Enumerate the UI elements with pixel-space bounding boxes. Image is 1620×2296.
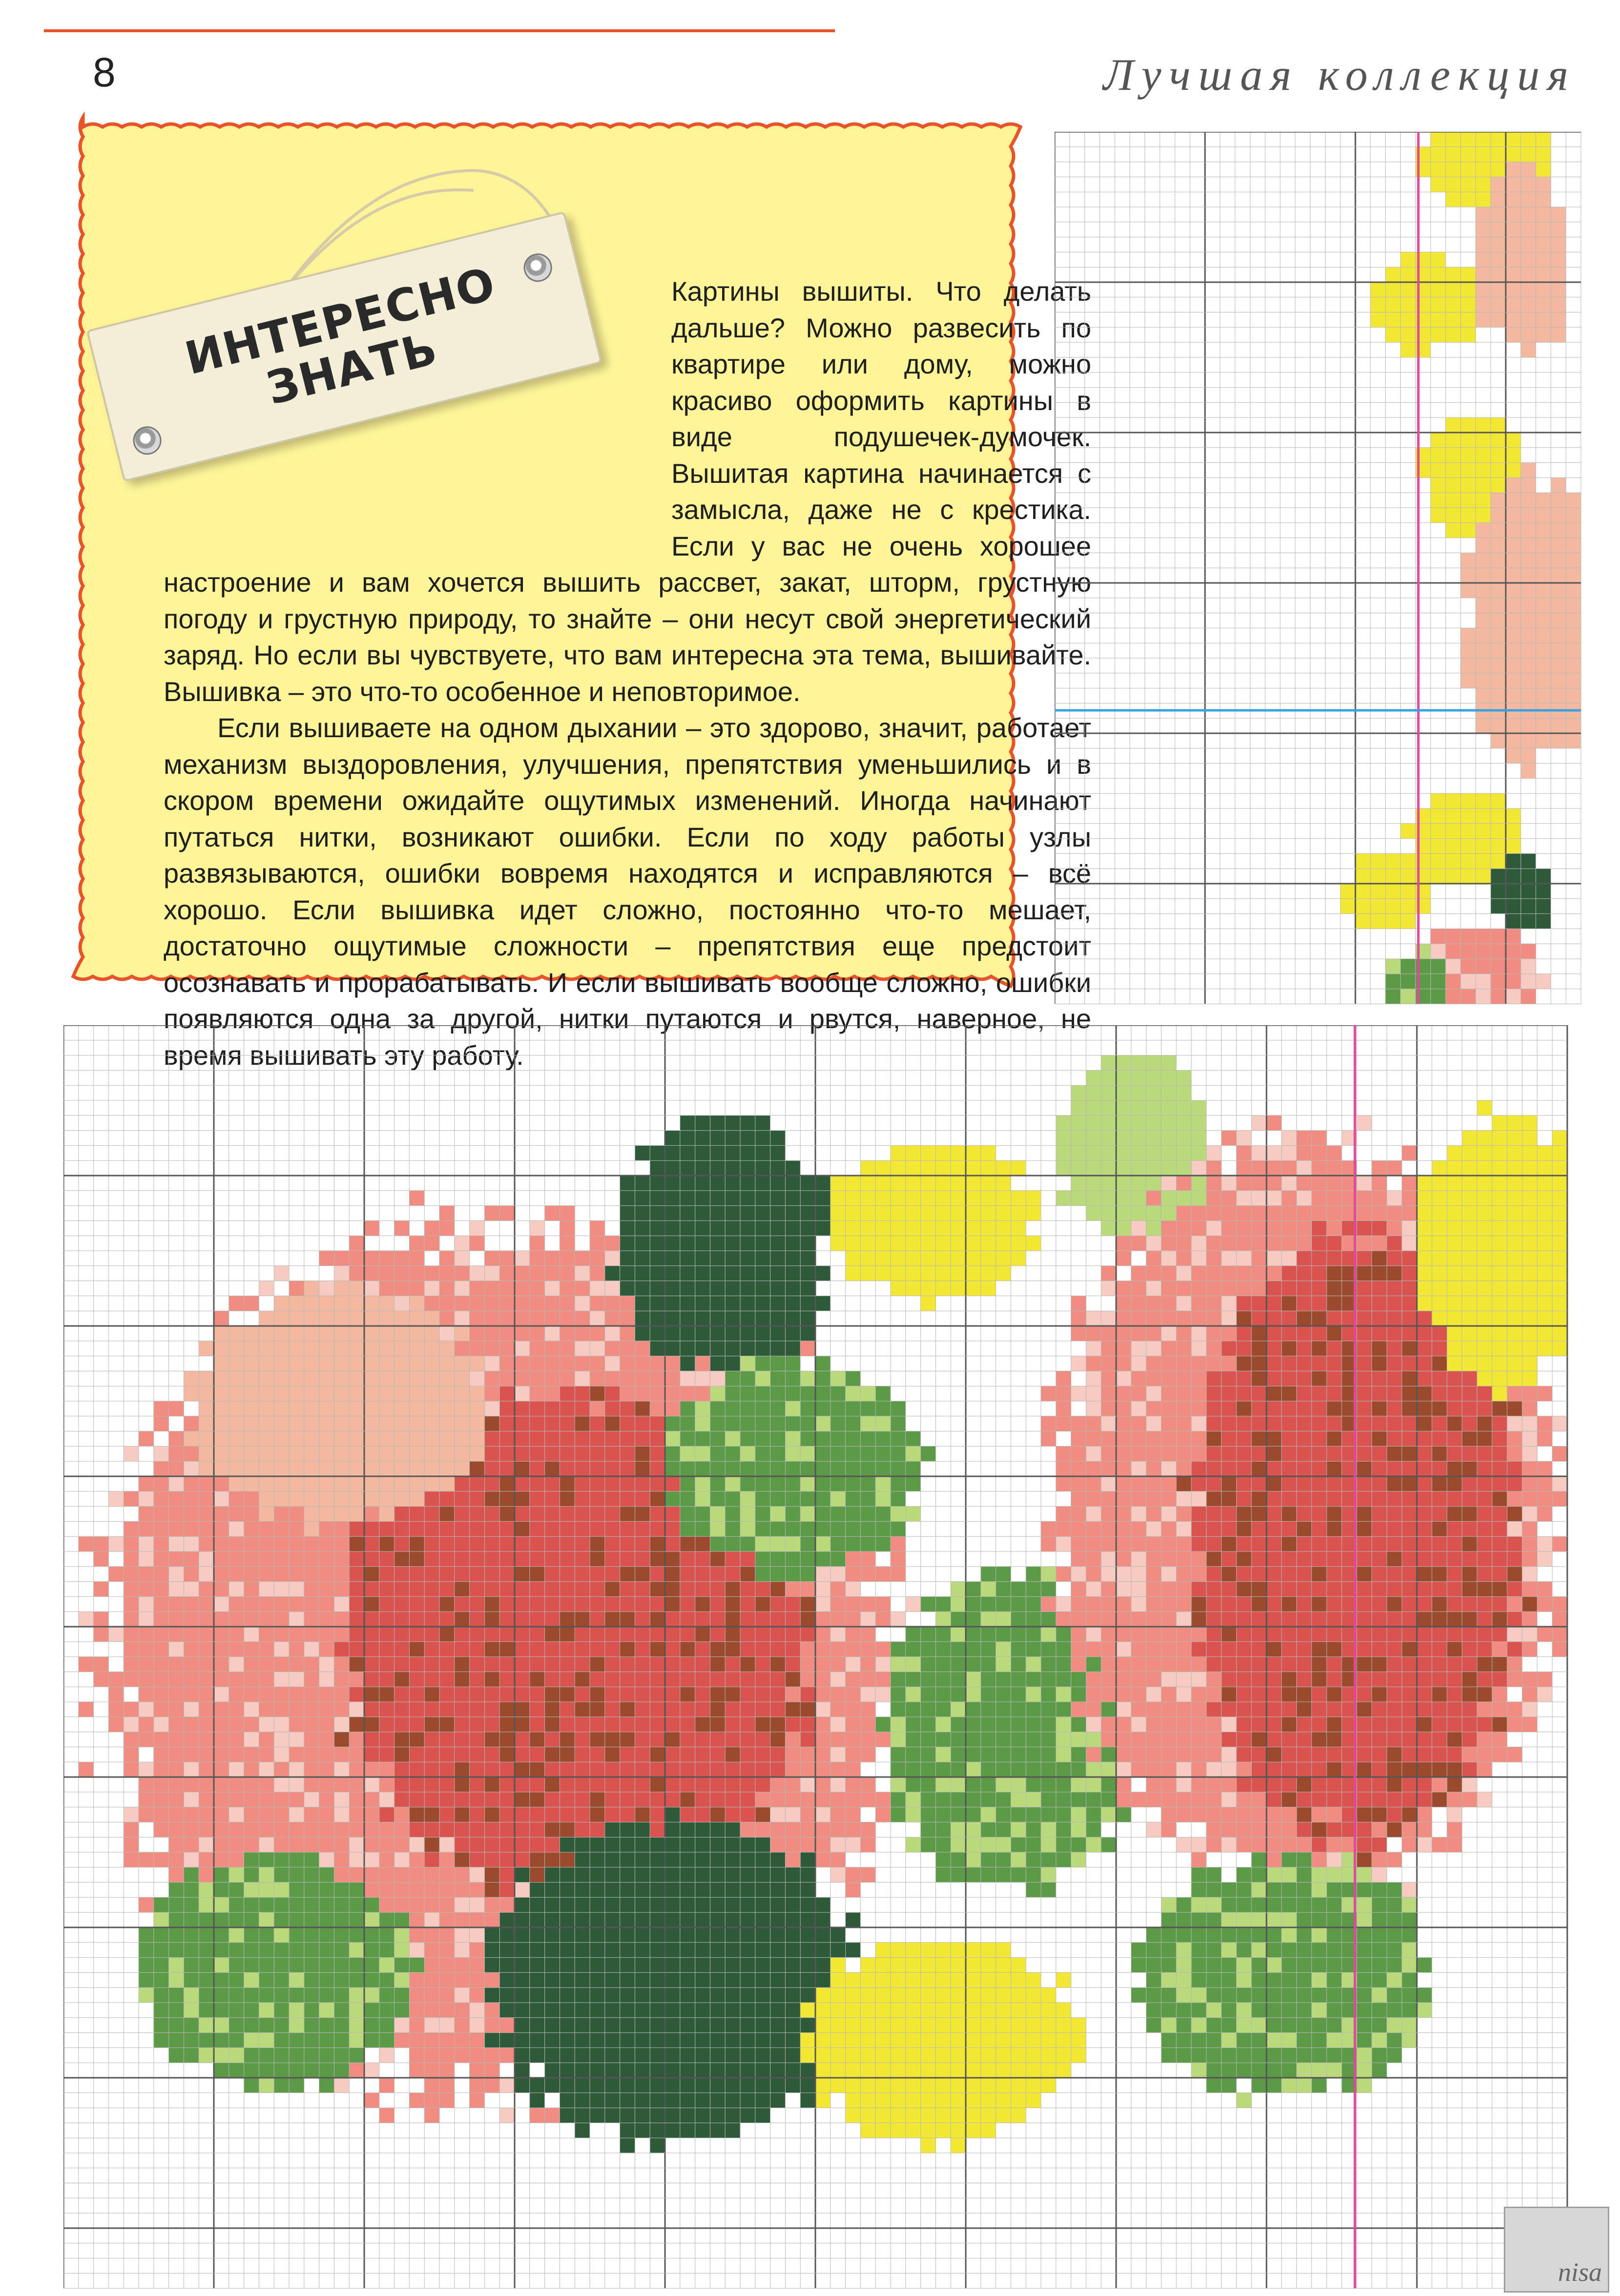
cross-stitch-chart-top (1055, 132, 1582, 1011)
text-wrap-spacer (164, 273, 671, 561)
stamp-text: nisa (1558, 2257, 1602, 2287)
watermark-stamp (1504, 2207, 1609, 2293)
info-paragraph-1: Картины вышиты. Что делать дальше? Можно развесить по квартире или дому, можно красиво оформить картины в виде подушечек-думочек. Вышитая картина начинается с замысла, даже не с крестика. Если у вас не очень хорошее настроение и вам хочется вышить рассвет, закат, шторм, грустную погоду и грустную природу, то знайте – они несут свой энергетический заряд. Но если вы чувствуете, что вам интересна эта тема, вышивайте. Вышивка – это что-то особенное и неповторимое. (164, 273, 1091, 710)
chart-grid (63, 1025, 1567, 2288)
page-number: 8 (93, 49, 116, 95)
top-rule (44, 29, 835, 32)
info-paragraph-2: Если вышиваете на одном дыхании – это здорово, значит, работает механизм выздоровления, улучшения, препятствия уменьшились и в скором времени ожидайте ощутимых изменений. Иногда начинают путаться нитки, возникают ошибки. Если по ходу работы узлы развязываются, ошибки вовремя находятся и исправляются – всё хорошо. Если вышивка идет сложно, постоянно что-то мешает, достаточно ощутимые сложности – препятствия еще предстоит осознавать и прорабатывать. И если вышивать вообще сложно, ошибки появляются одна за другой, нитки путаются и рвутся, наверное, не время вышивать эту работу. (164, 712, 1091, 1071)
info-text (164, 273, 1091, 1074)
cross-stitch-chart-bottom (63, 1025, 1582, 2295)
stitch-cells (79, 1055, 1567, 2153)
label-title: ИНТЕРЕСНО ЗНАТЬ (180, 257, 501, 415)
info-box (68, 112, 1091, 1071)
running-title: Лучшая коллекция (1103, 50, 1576, 100)
